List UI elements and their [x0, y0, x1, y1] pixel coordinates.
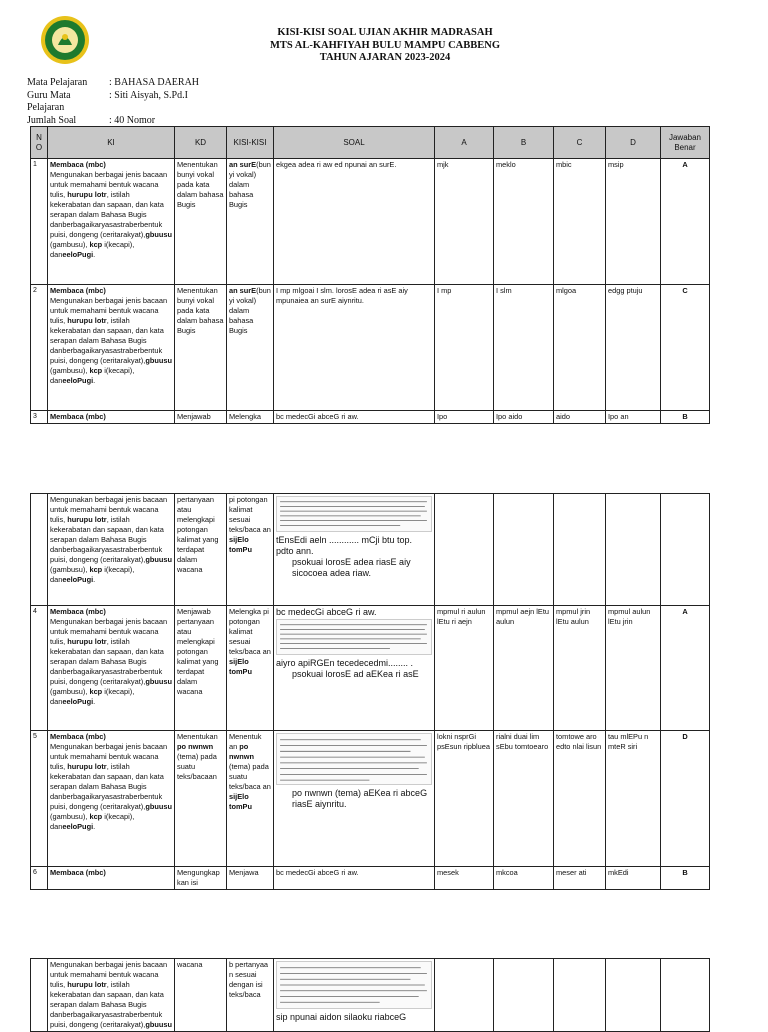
ki-bold: hurupu lotr	[67, 515, 107, 524]
meta-label: Guru Mata Pelajaran	[27, 89, 71, 113]
ki-bold: kcp	[89, 366, 103, 375]
ki-text: (gambusu),	[50, 687, 88, 696]
header-no: N O	[31, 127, 48, 159]
option-a	[435, 959, 494, 1032]
ki-text: .	[93, 697, 96, 706]
ki-text: (gambusu),	[50, 565, 88, 574]
ki-head: Membaca (mbc)	[50, 868, 106, 877]
ki-head: Membaca (mbc)	[50, 160, 106, 169]
kisi-text: (bun yi vokal) dalam bahasa Bugis	[229, 160, 271, 209]
option-b	[494, 494, 554, 606]
kisi-text: pi potongan kalimat sesuai teks/baca an	[229, 495, 271, 534]
ki-cell	[48, 494, 175, 606]
kisi-bold: sijElo tomPu	[229, 535, 252, 554]
option-a: I mp	[435, 285, 494, 411]
table-row	[31, 494, 710, 606]
ki-text: Mengunakan berbagai jenis bacaan untuk memahami bentuk wacana tulis,	[50, 296, 168, 325]
meta-value: : Siti Aisyah, S.Pd.I	[109, 89, 188, 101]
ki-text: (gambusu),	[50, 240, 88, 249]
option-d: mkEdi	[606, 867, 661, 890]
kd-cell: Menjawab	[175, 411, 227, 424]
soal-question: psokuai lorosE ad aEKea ri asE	[292, 669, 419, 679]
row-number: 2	[31, 285, 48, 411]
ki-text: , istilah kekerabatan dan sapaan, dan kata serapan dalam Bahasa Bugis danberbagaikaryasastraberbentuk puisi, dongeng (ceritarakyat),	[50, 316, 164, 365]
soal-cell	[274, 494, 435, 606]
ki-text: .	[93, 250, 96, 259]
soal-cell	[274, 606, 435, 731]
kd-text: Menentukan	[177, 732, 218, 741]
ki-bold: eeloPugi	[62, 822, 94, 831]
header-title-2: MTS AL-KAHFIYAH BULU MAMPU CABBENG	[269, 39, 501, 51]
soal-cell: I mp mlgoai I slm. lorosE adea ri asE aiy mpunaiea an surE aiynritu.	[274, 285, 435, 411]
answer-key	[661, 494, 710, 606]
ki-text: Mengunakan berbagai jenis bacaan untuk memahami bentuk wacana tulis,	[50, 960, 168, 989]
ki-text: , istilah kekerabatan dan sapaan, dan kata serapan dalam Bahasa Bugis danberbagaikaryasastraberbentuk puisi, dongeng (ceritarakyat),	[50, 515, 164, 564]
ki-text: (gambusu),	[50, 366, 88, 375]
header-a: A	[435, 127, 494, 159]
soal-cell	[274, 731, 435, 867]
option-d: mpmul aulun lEtu jrin	[606, 606, 661, 731]
kd-cell: pertanyaan atau melengkapi potongan kalimat yang terdapat dalam wacana	[175, 494, 227, 606]
table-row	[31, 411, 710, 424]
soal-head: bc medecGi abceG ri aw.	[276, 607, 377, 617]
ki-bold: gbuusu	[145, 555, 172, 564]
kisi-cell: b pertanyaa n sesuai dengan isi teks/baca	[227, 959, 274, 1032]
ki-text: , istilah kekerabatan dan sapaan, dan kata serapan dalam Bahasa Bugis danberbagaikaryasastraberbentuk puisi, dongeng (ceritarakyat),	[50, 980, 164, 1029]
kisi-cell	[227, 494, 274, 606]
ki-text: Mengunakan berbagai jenis bacaan untuk memahami bentuk wacana tulis,	[50, 742, 168, 771]
kisi-cell	[227, 159, 274, 285]
kisi-cell: Melengka	[227, 411, 274, 424]
option-c: mlgoa	[554, 285, 606, 411]
answer-key: A	[661, 159, 710, 285]
document-meta	[27, 77, 199, 127]
table-row	[31, 159, 710, 285]
kisi-table-page-3	[30, 958, 710, 1032]
madrasah-logo	[40, 15, 90, 65]
header-kd: KD	[175, 127, 227, 159]
kd-cell: Menjawab pertanyaan atau melengkapi potongan kalimat yang terdapat dalam wacana	[175, 606, 227, 731]
kd-bold: po nwnwn	[177, 742, 214, 751]
ki-bold: eeloPugi	[62, 575, 94, 584]
ki-text: i(kecapi), dan	[50, 240, 135, 259]
kisi-bold: an surE	[229, 160, 257, 169]
ki-bold: gbuusu	[145, 802, 172, 811]
row-number: 4	[31, 606, 48, 731]
kisi-bold: an surE	[229, 286, 257, 295]
soal-text: sip npunai aidon silaoku riabceG	[276, 1012, 407, 1022]
header-title-3: TAHUN AJARAN 2023-2024	[319, 52, 451, 63]
ki-text: .	[93, 822, 96, 831]
table-row	[31, 285, 710, 411]
kd-cell: Mengungkap kan isi	[175, 867, 227, 890]
option-b: I slm	[494, 285, 554, 411]
option-b: mkcoa	[494, 867, 554, 890]
ki-bold: kcp	[89, 687, 103, 696]
ki-text: Mengunakan berbagai jenis bacaan untuk memahami bentuk wacana tulis,	[50, 170, 168, 199]
option-c: meser ati	[554, 867, 606, 890]
header-soal: SOAL	[274, 127, 435, 159]
answer-key: D	[661, 731, 710, 867]
ki-bold: gbuusu	[145, 230, 172, 239]
meta-value: : 40 Nomor	[109, 114, 156, 126]
option-c	[554, 494, 606, 606]
ki-head: Membaca (mbc)	[50, 732, 106, 741]
kisi-cell	[227, 606, 274, 731]
ki-bold: kcp	[89, 812, 103, 821]
option-a: lokni nsprGi psEsun ripbluea	[435, 731, 494, 867]
row-number: 1	[31, 159, 48, 285]
ki-text: , istilah kekerabatan dan sapaan, dan kata serapan dalam Bahasa Bugis danberbagaikaryasastraberbentuk puisi, dongeng (ceritarakyat),	[50, 637, 164, 686]
ki-text: .	[93, 575, 96, 584]
ki-text: .	[93, 376, 96, 385]
ki-bold: gbuusu	[145, 356, 172, 365]
kd-cell: Menentukan bunyi vokal pada kata dalam bahasa Bugis	[175, 285, 227, 411]
option-b: mpmul aejn lEtu aulun	[494, 606, 554, 731]
soal-cell: bc medecGi abceG ri aw.	[274, 867, 435, 890]
option-c: mpmul jrin lEtu aulun	[554, 606, 606, 731]
soal-text: tEnsEdi aeln ............ mCji btu top. pdto ann.	[276, 535, 413, 556]
reading-passage-image	[276, 961, 432, 1009]
ki-cell	[48, 411, 175, 424]
ki-head: Membaca (mbc)	[50, 286, 106, 295]
answer-key: A	[661, 606, 710, 731]
option-a: mjk	[435, 159, 494, 285]
header-b: B	[494, 127, 554, 159]
ki-text: i(kecapi), dan	[50, 565, 135, 584]
kisi-table-page-1	[30, 126, 710, 424]
soal-cell	[274, 959, 435, 1032]
ki-cell	[48, 731, 175, 867]
kisi-table-page-2	[30, 493, 710, 890]
ki-bold: hurupu lotr	[67, 316, 107, 325]
ki-text: , istilah kekerabatan dan sapaan, dan kata serapan dalam Bahasa Bugis danberbagaikaryasastraberbentuk puisi, dongeng (ceritarakyat),	[50, 190, 164, 239]
row-number	[31, 494, 48, 606]
answer-key: B	[661, 867, 710, 890]
header-d: D	[606, 127, 661, 159]
reading-passage-image	[276, 619, 432, 655]
ki-head: Membaca (mbc)	[50, 607, 106, 616]
row-number: 5	[31, 731, 48, 867]
ki-text: Mengunakan berbagai jenis bacaan untuk memahami bentuk wacana tulis,	[50, 495, 168, 524]
ki-cell	[48, 867, 175, 890]
reading-passage-image	[276, 733, 432, 785]
option-b: meklo	[494, 159, 554, 285]
option-c: mbic	[554, 159, 606, 285]
soal-cell: bc medecGi abceG ri aw.	[274, 411, 435, 424]
ki-text: i(kecapi), dan	[50, 366, 135, 385]
ki-bold: gbuusu	[145, 1020, 172, 1029]
ki-text: , istilah kekerabatan dan sapaan, dan kata serapan dalam Bahasa Bugis danberbagaikaryasastraberbentuk puisi, dongeng (ceritarakyat),	[50, 762, 164, 811]
header-jawaban: Jawaban Benar	[661, 127, 710, 159]
option-b: rialni duai lim sEbu tomtoearo	[494, 731, 554, 867]
option-b	[494, 959, 554, 1032]
ki-bold: hurupu lotr	[67, 637, 107, 646]
header-title-1: KISI-KISI SOAL UJIAN AKHIR MADRASAH	[277, 27, 493, 38]
option-c: aido	[554, 411, 606, 424]
ki-text: (gambusu),	[50, 812, 88, 821]
answer-key: C	[661, 285, 710, 411]
kisi-text: Menentuk an	[229, 732, 262, 751]
document-header	[200, 27, 570, 65]
ki-text: Mengunakan berbagai jenis bacaan untuk memahami bentuk wacana tulis,	[50, 617, 168, 646]
answer-key	[661, 959, 710, 1032]
soal-question: po nwnwn (tema) aEKea ri abceG riasE aiynritu.	[292, 788, 428, 809]
table-row	[31, 959, 710, 1032]
kisi-bold: sijElo tomPu	[229, 657, 252, 676]
ki-bold: hurupu lotr	[67, 190, 107, 199]
kisi-text: (bun yi vokal) dalam bahasa Bugis	[229, 286, 271, 335]
answer-key: B	[661, 411, 710, 424]
ki-bold: eeloPugi	[62, 697, 94, 706]
kisi-cell	[227, 731, 274, 867]
table-row	[31, 867, 710, 890]
kd-cell: Menentukan bunyi vokal pada kata dalam bahasa Bugis	[175, 159, 227, 285]
option-a: mpmul ri aulun lEtu ri aejn	[435, 606, 494, 731]
option-a: Ipo	[435, 411, 494, 424]
ki-bold: hurupu lotr	[67, 762, 107, 771]
option-d: tau mlEPu n mteR siri	[606, 731, 661, 867]
table-header-row	[31, 127, 710, 159]
ki-cell	[48, 159, 175, 285]
soal-question: psokuai lorosE adea riasE aiy sicocoea adea riaw.	[292, 557, 411, 578]
ki-bold: hurupu lotr	[67, 980, 107, 989]
option-a	[435, 494, 494, 606]
option-c	[554, 959, 606, 1032]
kd-cell	[175, 731, 227, 867]
header-c: C	[554, 127, 606, 159]
option-d: msip	[606, 159, 661, 285]
row-number: 6	[31, 867, 48, 890]
option-d	[606, 494, 661, 606]
meta-label: Jumlah Soal	[27, 114, 77, 126]
soal-text: aiyro apiRGEn tecedecedmi........ .	[276, 658, 414, 668]
kisi-bold: po nwnwn	[229, 742, 255, 761]
option-b: Ipo aido	[494, 411, 554, 424]
kisi-bold: sijElo tomPu	[229, 792, 252, 811]
header-ki: KI	[48, 127, 175, 159]
meta-label: Mata Pelajaran	[27, 77, 88, 88]
kd-cell: wacana	[175, 959, 227, 1032]
meta-value: : BAHASA DAERAH	[109, 77, 200, 88]
option-d: edgg ptuju	[606, 285, 661, 411]
row-number	[31, 959, 48, 1032]
option-c: tomtowe aro edto nlai lisun	[554, 731, 606, 867]
ki-cell	[48, 285, 175, 411]
row-number: 3	[31, 411, 48, 424]
kisi-cell	[227, 285, 274, 411]
kd-text: (tema) pada suatu teks/bacaan	[177, 752, 217, 781]
option-d	[606, 959, 661, 1032]
option-a: mesek	[435, 867, 494, 890]
ki-text: i(kecapi), dan	[50, 812, 135, 831]
ki-bold: eeloPugi	[62, 250, 94, 259]
ki-bold: gbuusu	[145, 677, 172, 686]
kisi-cell: Menjawa	[227, 867, 274, 890]
ki-cell	[48, 606, 175, 731]
ki-bold: kcp	[89, 565, 103, 574]
table-row	[31, 731, 710, 867]
header-kisi: KISI-KISI	[227, 127, 274, 159]
ki-bold: eeloPugi	[62, 376, 94, 385]
kisi-text: Melengka pi potongan kalimat sesuai teks/baca an	[229, 607, 271, 656]
reading-passage-image	[276, 496, 432, 532]
option-d: Ipo an	[606, 411, 661, 424]
soal-cell: ekgea adea ri aw ed npunai an surE.	[274, 159, 435, 285]
ki-text: i(kecapi), dan	[50, 687, 135, 706]
ki-cell	[48, 959, 175, 1032]
table-row	[31, 606, 710, 731]
ki-head: Membaca (mbc)	[50, 412, 106, 421]
kisi-text: (tema) pada suatu teks/baca an	[229, 762, 271, 791]
ki-bold: kcp	[89, 240, 103, 249]
